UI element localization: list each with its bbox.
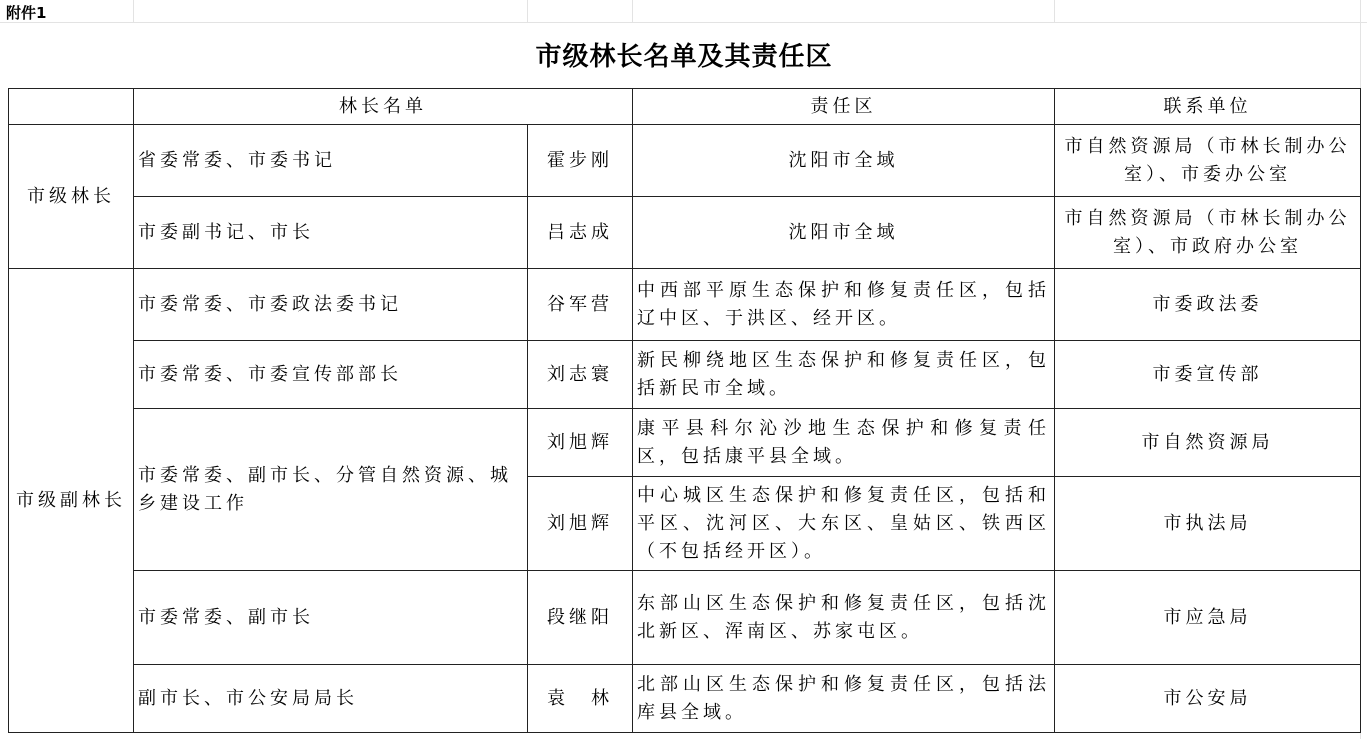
- name-cell: 刘旭辉: [528, 477, 633, 571]
- unit-cell: 市自然资源局（市林长制办公室）、市委办公室: [1055, 125, 1361, 197]
- name-cell: 袁 林: [528, 665, 633, 733]
- table-row: [9, 269, 1361, 341]
- sheet-gridline: [1054, 0, 1055, 22]
- area-cell: 中西部平原生态保护和修复责任区，包括辽中区、于洪区、经开区。: [633, 269, 1055, 341]
- unit-cell: 市自然资源局（市林长制办公室）、市政府办公室: [1055, 197, 1361, 269]
- area-cell: 沈阳市全域: [633, 125, 1055, 197]
- position-cell: 市委常委、市委政法委书记: [134, 269, 528, 341]
- name-cell: 吕志成: [528, 197, 633, 269]
- table-row: [9, 125, 1361, 197]
- rank-cell-city: 市级林长: [9, 125, 134, 269]
- position-cell: 市委常委、副市长: [134, 571, 528, 665]
- table-row: [9, 197, 1361, 269]
- area-cell: 沈阳市全域: [633, 197, 1055, 269]
- position-cell: 市委副书记、市长: [134, 197, 528, 269]
- name-cell: 刘志寰: [528, 341, 633, 409]
- area-cell: 康平县科尔沁沙地生态保护和修复责任区，包括康平县全域。: [633, 409, 1055, 477]
- table-header-row: [9, 89, 1361, 125]
- position-cell: 省委常委、市委书记: [134, 125, 528, 197]
- forest-chief-table: [8, 88, 1361, 733]
- unit-cell: 市应急局: [1055, 571, 1361, 665]
- rank-cell-deputy: 市级副林长: [9, 269, 134, 733]
- header-unit: 联系单位: [1055, 89, 1361, 125]
- page-title: 市级林长名单及其责任区: [535, 42, 833, 72]
- sheet-gridline: [527, 0, 528, 22]
- table-row: [9, 409, 1361, 477]
- unit-cell: 市委政法委: [1055, 269, 1361, 341]
- attachment-label: 附件1: [6, 4, 47, 22]
- area-cell: 新民柳绕地区生态保护和修复责任区，包括新民市全域。: [633, 341, 1055, 409]
- name-cell: 段继阳: [528, 571, 633, 665]
- unit-cell: 市自然资源局: [1055, 409, 1361, 477]
- name-cell: 刘旭辉: [528, 409, 633, 477]
- area-cell: 东部山区生态保护和修复责任区，包括沈北新区、浑南区、苏家屯区。: [633, 571, 1055, 665]
- position-cell: 副市长、市公安局局长: [134, 665, 528, 733]
- sheet-gridline: [632, 0, 633, 22]
- header-roster: 林长名单: [134, 89, 633, 125]
- sheet-gridline: [133, 0, 134, 22]
- table-row: [9, 571, 1361, 665]
- position-cell: 市委常委、市委宣传部部长: [134, 341, 528, 409]
- unit-cell: 市委宣传部: [1055, 341, 1361, 409]
- header-area: 责任区: [633, 89, 1055, 125]
- area-cell: 北部山区生态保护和修复责任区，包括法库县全域。: [633, 665, 1055, 733]
- position-cell: 市委常委、副市长、分管自然资源、城乡建设工作: [134, 409, 528, 571]
- unit-cell: 市执法局: [1055, 477, 1361, 571]
- unit-cell: 市公安局: [1055, 665, 1361, 733]
- name-cell: 谷军营: [528, 269, 633, 341]
- table-row: [9, 665, 1361, 733]
- name-cell: 霍步刚: [528, 125, 633, 197]
- area-cell: 中心城区生态保护和修复责任区，包括和平区、沈河区、大东区、皇姑区、铁西区（不包括经开区）。: [633, 477, 1055, 571]
- table-row: [9, 341, 1361, 409]
- header-empty-cell: [9, 89, 134, 125]
- sheet-gridline: [0, 22, 1367, 23]
